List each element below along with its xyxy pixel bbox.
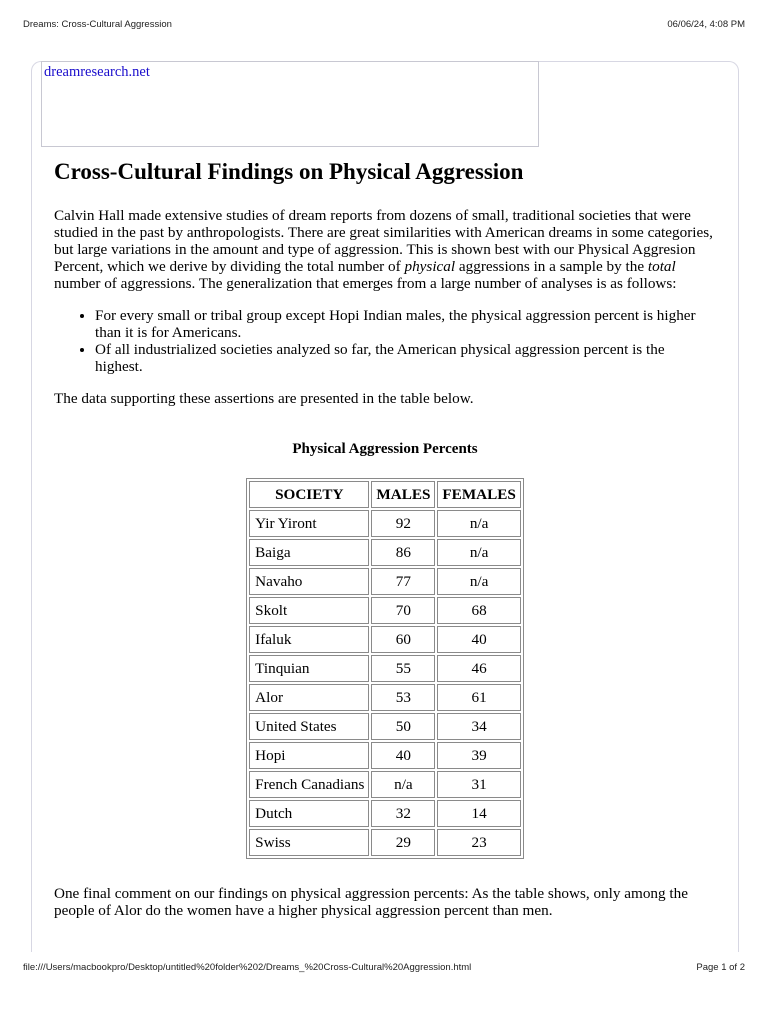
cell-females: 46 xyxy=(437,655,520,682)
intro-text-1: Calvin Hall made extensive studies of dream reports from dozens of small, traditional societies that were studied in the past by anthropologists. There are great similarities with American dreams in some categories, but large variations in the amount and type of aggression. This is shown best with our Physical Aggresion Percent, which we derive by dividing the total number of xyxy=(54,207,713,275)
print-header-datetime: 06/06/24, 4:08 PM xyxy=(667,19,745,30)
cell-females: n/a xyxy=(437,539,520,566)
closing-paragraph: One final comment on our findings on physical aggression percents: As the table shows, only among the people of Alor do the women have a higher physical aggression percent than men. xyxy=(54,885,688,919)
finding-item: • Of all industrialized societies analyzed so far, the American physical aggression percent is the highest. xyxy=(95,341,716,375)
cell-females: 39 xyxy=(437,742,520,769)
banner-box xyxy=(41,61,539,147)
cell-males: 60 xyxy=(371,626,435,653)
cell-society: Navaho xyxy=(249,568,369,595)
cell-society: French Canadians xyxy=(249,771,369,798)
cell-males: 53 xyxy=(371,684,435,711)
cell-society: Yir Yiront xyxy=(249,510,369,537)
cell-males: 55 xyxy=(371,655,435,682)
table-row xyxy=(249,771,521,798)
cell-males: 86 xyxy=(371,539,435,566)
findings-list xyxy=(54,307,716,375)
print-header-title: Dreams: Cross-Cultural Aggression xyxy=(23,19,172,30)
cell-males: 70 xyxy=(371,597,435,624)
cell-society: United States xyxy=(249,713,369,740)
page-number: Page 1 of 2 xyxy=(696,962,745,973)
intro-text-3: number of aggressions. The generalization that emerges from a large number of analyses is as follows: xyxy=(54,275,677,292)
intro-paragraph xyxy=(54,207,716,292)
cell-females: n/a xyxy=(437,510,520,537)
cell-society: Tinquian xyxy=(249,655,369,682)
cell-society: Baiga xyxy=(249,539,369,566)
cell-males: 92 xyxy=(371,510,435,537)
table-row xyxy=(249,655,521,682)
header-females: FEMALES xyxy=(437,481,520,508)
cell-society: Hopi xyxy=(249,742,369,769)
site-link[interactable]: dreamresearch.net xyxy=(44,64,150,80)
print-header xyxy=(23,19,745,33)
article-content xyxy=(54,152,716,934)
file-path: file:///Users/macbookpro/Desktop/untitled%20folder%202/Dreams_%20Cross-Cultural%20Aggression.html xyxy=(23,962,472,973)
cell-females: 68 xyxy=(437,597,520,624)
cell-males: n/a xyxy=(371,771,435,798)
intro-emphasis-physical: physical xyxy=(404,258,456,275)
page-title: Cross-Cultural Findings on Physical Aggression xyxy=(54,159,524,184)
table-row xyxy=(249,684,521,711)
cell-society: Skolt xyxy=(249,597,369,624)
header-males: MALES xyxy=(371,481,435,508)
table-row xyxy=(249,539,521,566)
cell-society: Alor xyxy=(249,684,369,711)
table-row xyxy=(249,626,521,653)
cell-females: 61 xyxy=(437,684,520,711)
cell-females: 40 xyxy=(437,626,520,653)
table-row xyxy=(249,510,521,537)
header-society: SOCIETY xyxy=(249,481,369,508)
cell-males: 29 xyxy=(371,829,435,856)
table-row xyxy=(249,829,521,856)
cell-society: Dutch xyxy=(249,800,369,827)
table-body xyxy=(249,510,521,856)
cell-society: Swiss xyxy=(249,829,369,856)
cell-females: 31 xyxy=(437,771,520,798)
table-row xyxy=(249,597,521,624)
table-row xyxy=(249,568,521,595)
cell-males: 77 xyxy=(371,568,435,595)
cell-males: 40 xyxy=(371,742,435,769)
cell-males: 32 xyxy=(371,800,435,827)
aggression-table xyxy=(246,478,524,859)
cell-females: n/a xyxy=(437,568,520,595)
finding-item: • For every small or tribal group except Hopi Indian males, the physical aggression percent is higher than it is for Americans. xyxy=(95,307,716,341)
table-row xyxy=(249,800,521,827)
cell-females: 14 xyxy=(437,800,520,827)
print-footer xyxy=(23,962,745,976)
intro-emphasis-total: total xyxy=(647,258,676,275)
table-row xyxy=(249,742,521,769)
table-header-row xyxy=(249,481,521,508)
cell-males: 50 xyxy=(371,713,435,740)
cell-females: 34 xyxy=(437,713,520,740)
table-row xyxy=(249,713,521,740)
cell-females: 23 xyxy=(437,829,520,856)
table-caption: Physical Aggression Percents xyxy=(292,441,478,457)
intro-text-2: aggressions in a sample by the xyxy=(455,258,648,275)
cell-society: Ifaluk xyxy=(249,626,369,653)
table-intro: The data supporting these assertions are presented in the table below. xyxy=(54,390,474,407)
